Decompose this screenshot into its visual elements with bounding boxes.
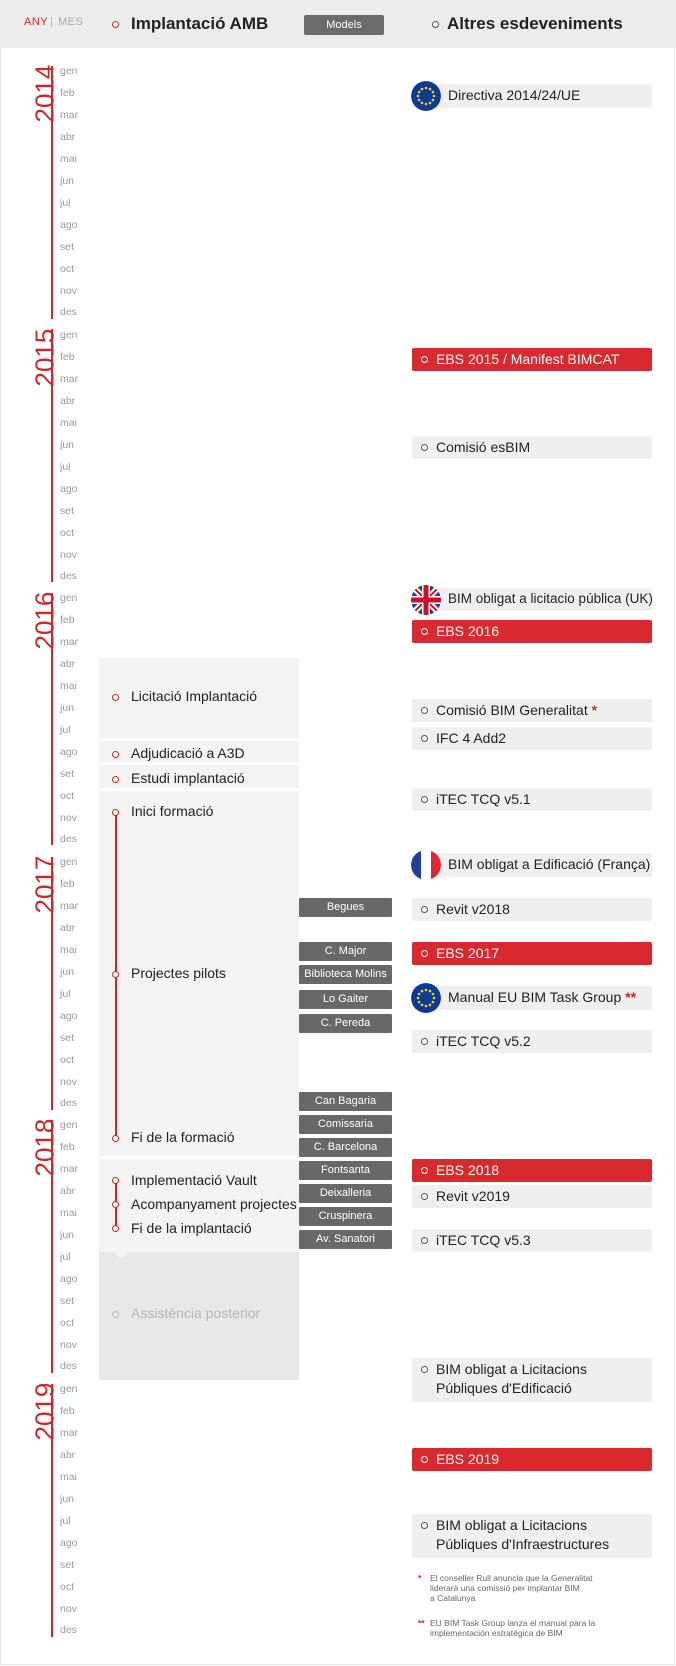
month-label: oct (60, 1316, 75, 1329)
event-label: Revit v2018 (436, 901, 510, 917)
month-label: jul (60, 1514, 71, 1527)
model-tag-comissaria[interactable]: Comissaria (299, 1115, 392, 1134)
phase-marker-icon (112, 1135, 119, 1142)
eu-flag-icon (411, 983, 441, 1013)
event-label: BIM obligat a Licitacions (436, 1361, 587, 1377)
model-tag-deixalleria[interactable]: Deixalleria (299, 1184, 392, 1203)
event-ebs-2017[interactable] (412, 942, 652, 965)
footnote-line: El conseller Rull anuncia que la Generalitat (430, 1573, 593, 1583)
month-label: des (60, 1360, 77, 1373)
event-bim-infraestructures[interactable] (412, 1514, 652, 1558)
month-label: abr (60, 1448, 76, 1461)
event-label: Directiva 2014/24/UE (448, 87, 581, 103)
event-label: Revit v2019 (436, 1188, 510, 1204)
event-marker-icon (421, 1456, 428, 1463)
footnote-mark: ** (418, 1618, 425, 1628)
month-label: mar (60, 899, 79, 912)
phase-marker-icon (112, 776, 119, 783)
event-marker-icon (421, 735, 428, 742)
month-label: jun (60, 174, 75, 187)
phase-fi-implantacio[interactable]: Fi de la implantació (131, 1220, 252, 1236)
event-marker-icon (421, 1038, 428, 1045)
month-label: jun (60, 438, 75, 451)
month-label: gen (60, 65, 78, 77)
phase-licitacio[interactable]: Licitació Implantació (131, 688, 258, 704)
event-marker-icon (421, 1167, 428, 1174)
event-text: Comisió BIM Generalitat (436, 702, 588, 718)
amb-legend-icon (112, 21, 119, 28)
footnote-line: implementación estratégica de BIM (430, 1628, 563, 1638)
other-events-legend-icon (432, 21, 439, 28)
month-label: abr (60, 394, 76, 407)
footnote-mark: * (591, 702, 598, 718)
event-text: Manual EU BIM Task Group (448, 989, 622, 1005)
month-label: feb (60, 350, 75, 363)
event-marker-icon (421, 796, 428, 803)
month-label: abr (60, 130, 76, 143)
event-marker-icon (421, 1193, 428, 1200)
month-label: des (60, 1624, 77, 1637)
france-flag-icon (411, 850, 441, 880)
month-label: mai (60, 1470, 77, 1483)
month-label: mai (60, 416, 77, 429)
event-label: EBS 2019 (436, 1451, 500, 1467)
model-tag-c-barcelona[interactable]: C. Barcelona (299, 1138, 392, 1157)
event-itec-52[interactable] (412, 1030, 652, 1053)
month-label: nov (60, 1602, 77, 1615)
footnote-line: liderarà una comissió per implantar BIM (430, 1583, 580, 1593)
month-label: gen (60, 592, 78, 604)
month-label: abr (60, 1184, 76, 1197)
event-marker-icon (421, 1366, 428, 1373)
year-label-2015: 2015 (29, 328, 60, 387)
other-events-column-title: Altres esdeveniments (447, 14, 623, 33)
event-bim-edificacio[interactable] (412, 1358, 652, 1402)
models-button[interactable]: Models (304, 15, 384, 35)
phase-marker-icon (112, 809, 119, 816)
month-label: des (60, 570, 77, 583)
event-label: BIM obligat a licitacio pública (UK) (448, 591, 653, 606)
year-label-2017: 2017 (29, 855, 60, 914)
event-label: iTEC TCQ v5.1 (436, 791, 531, 807)
phase-marker-icon (112, 1201, 119, 1208)
phase-projectes-pilots[interactable]: Projectes pilots (131, 965, 226, 981)
event-marker-icon (421, 707, 428, 714)
month-label: gen (60, 856, 78, 868)
month-label: feb (60, 877, 75, 890)
month-label: abr (60, 921, 76, 934)
month-label: ago (60, 1272, 78, 1285)
phase-marker-icon (112, 1177, 119, 1184)
month-label: jun (60, 701, 75, 714)
event-comisio-esbim[interactable] (412, 436, 652, 459)
month-label: abr (60, 657, 76, 670)
phase-marker-icon (112, 1311, 119, 1318)
event-itec-51[interactable] (412, 788, 652, 811)
month-label: nov (60, 811, 77, 824)
month-label: set (60, 767, 75, 780)
panel-notch (114, 741, 128, 748)
year-label-2018: 2018 (29, 1118, 60, 1177)
view-separator: | (50, 16, 53, 28)
model-tag-lo-gaiter[interactable]: Lo Gaiter (299, 990, 392, 1009)
panel-divider (99, 788, 299, 791)
event-itec-53[interactable] (412, 1229, 652, 1252)
month-label: jul (60, 1250, 71, 1263)
month-label: mar (60, 1426, 79, 1439)
month-label: des (60, 1097, 77, 1110)
event-ebs-2016[interactable] (412, 620, 652, 643)
month-label: des (60, 306, 77, 319)
month-label: jul (60, 460, 71, 473)
month-label: mai (60, 1206, 77, 1219)
phase-assistencia[interactable]: Assistència posterior (131, 1305, 261, 1321)
model-tag-c-pereda[interactable]: C. Pereda (299, 1014, 392, 1033)
month-label: jul (60, 723, 71, 736)
event-marker-icon (421, 1237, 428, 1244)
event-label: BIM obligat a Licitacions (436, 1517, 587, 1533)
uk-flag-icon (411, 585, 441, 615)
event-bim-franca[interactable] (412, 853, 652, 877)
event-marker-icon (421, 906, 428, 913)
event-label: EBS 2017 (436, 945, 500, 961)
footnote-mark: * (418, 1573, 422, 1583)
year-label-2016: 2016 (29, 591, 60, 650)
phase-vault[interactable]: Implementació Vault (131, 1172, 257, 1188)
month-label: ago (60, 1536, 78, 1549)
panel-notch (114, 765, 128, 772)
phase-fi-formacio[interactable]: Fi de la formació (131, 1129, 235, 1145)
month-label: ago (60, 745, 78, 758)
event-revit-2019[interactable] (412, 1185, 652, 1208)
month-label: set (60, 504, 75, 517)
month-label: oct (60, 526, 75, 539)
phase-estudi[interactable]: Estudi implantació (131, 770, 245, 786)
event-comisio-generalitat[interactable] (412, 699, 652, 722)
month-label: oct (60, 1053, 75, 1066)
footnote-mark: ** (625, 989, 637, 1005)
month-label: ago (60, 218, 78, 231)
event-marker-icon (421, 1522, 428, 1529)
month-label: mar (60, 372, 79, 385)
amb-column-title: Implantació AMB (131, 14, 269, 33)
month-label: jul (60, 196, 71, 209)
month-label: set (60, 1294, 75, 1307)
year-view-toggle[interactable]: ANY (24, 16, 49, 28)
month-label: feb (60, 1404, 75, 1417)
phase-marker-icon (112, 1225, 119, 1232)
month-label: set (60, 240, 75, 253)
month-label: mai (60, 679, 77, 692)
phase-marker-icon (112, 694, 119, 701)
event-label: Públiques d'Edificació (436, 1380, 572, 1396)
month-label: gen (60, 1119, 78, 1131)
model-tag-can-bagaria[interactable]: Can Bagaria (299, 1092, 392, 1111)
footnote-line: EU BIM Task Group lanza el manual para la (430, 1618, 596, 1628)
event-marker-icon (421, 950, 428, 957)
model-tag-av-sanatori[interactable]: Av. Sanatori (299, 1230, 392, 1249)
panel-divider (99, 1156, 299, 1159)
event-ifc4[interactable] (412, 727, 652, 750)
event-label: iTEC TCQ v5.3 (436, 1232, 531, 1248)
event-label: Públiques d'Infraestructures (436, 1536, 610, 1552)
month-label: jul (60, 987, 71, 1000)
month-label: des (60, 833, 77, 846)
year-label-2014: 2014 (29, 64, 60, 123)
month-label: jun (60, 1492, 75, 1505)
month-label: oct (60, 1580, 75, 1593)
month-label: gen (60, 1383, 78, 1395)
month-label: oct (60, 789, 75, 802)
month-label: gen (60, 329, 78, 341)
event-marker-icon (421, 356, 428, 363)
event-label (448, 989, 636, 1005)
month-label: oct (60, 262, 75, 275)
month-label: feb (60, 1140, 75, 1153)
phase-marker-icon (112, 751, 119, 758)
phase-adjudicacio[interactable]: Adjudicació a A3D (131, 745, 245, 761)
month-label: set (60, 1558, 75, 1571)
month-label: feb (60, 613, 75, 626)
model-tag-c-major[interactable]: C. Major (299, 942, 392, 961)
footnote-line: a Catalunya (430, 1593, 476, 1603)
phase-marker-icon (112, 971, 119, 978)
event-marker-icon (421, 444, 428, 451)
event-label: Comisió esBIM (436, 439, 531, 455)
month-label: ago (60, 1009, 78, 1022)
month-label: jun (60, 1228, 75, 1241)
event-ebs-2019[interactable] (412, 1448, 652, 1471)
event-revit-2018[interactable] (412, 898, 652, 921)
month-label: nov (60, 1338, 77, 1351)
model-tag-cruspinera[interactable]: Cruspinera (299, 1207, 392, 1226)
panel-notch (114, 1252, 128, 1259)
month-label: feb (60, 86, 75, 99)
panel-notch (114, 1159, 128, 1166)
event-ebs-2015[interactable] (412, 348, 652, 371)
month-label: mar (60, 108, 79, 121)
panel-notch (114, 791, 128, 798)
month-label: set (60, 1031, 75, 1044)
event-label: iTEC TCQ v5.2 (436, 1033, 531, 1049)
year-label-2019: 2019 (29, 1382, 60, 1441)
phase-acompanyament[interactable]: Acompanyament projectes (131, 1196, 297, 1212)
month-label: nov (60, 1075, 77, 1088)
event-bim-uk[interactable] (412, 588, 652, 611)
event-ebs-2018[interactable] (412, 1159, 652, 1182)
event-directiva[interactable] (412, 84, 652, 108)
month-view-toggle[interactable]: MES (58, 16, 84, 28)
month-label: nov (60, 548, 77, 561)
phase-inici-formacio[interactable]: Inici formació (131, 803, 214, 819)
month-label: mai (60, 943, 77, 956)
model-tag-biblioteca-molins[interactable]: Biblioteca Molins (299, 965, 392, 984)
event-label: EBS 2015 / Manifest BIMCAT (436, 351, 620, 367)
month-label: mar (60, 1162, 79, 1175)
model-tag-fontsanta[interactable]: Fontsanta (299, 1161, 392, 1180)
event-label (436, 702, 597, 718)
event-label: IFC 4 Add2 (436, 730, 507, 746)
event-marker-icon (421, 628, 428, 635)
event-label: EBS 2016 (436, 623, 500, 639)
month-label: jun (60, 965, 75, 978)
event-label: EBS 2018 (436, 1162, 500, 1178)
panel-divider (99, 738, 299, 741)
event-manual-eu[interactable] (412, 986, 652, 1010)
eu-flag-icon (411, 81, 441, 111)
month-label: ago (60, 482, 78, 495)
month-label: mar (60, 635, 79, 648)
month-label: nov (60, 284, 77, 297)
model-tag-begues[interactable]: Begues (299, 898, 392, 917)
panel-divider (99, 762, 299, 765)
event-label: BIM obligat a Edificació (França) (448, 856, 651, 872)
month-label: mai (60, 152, 77, 165)
